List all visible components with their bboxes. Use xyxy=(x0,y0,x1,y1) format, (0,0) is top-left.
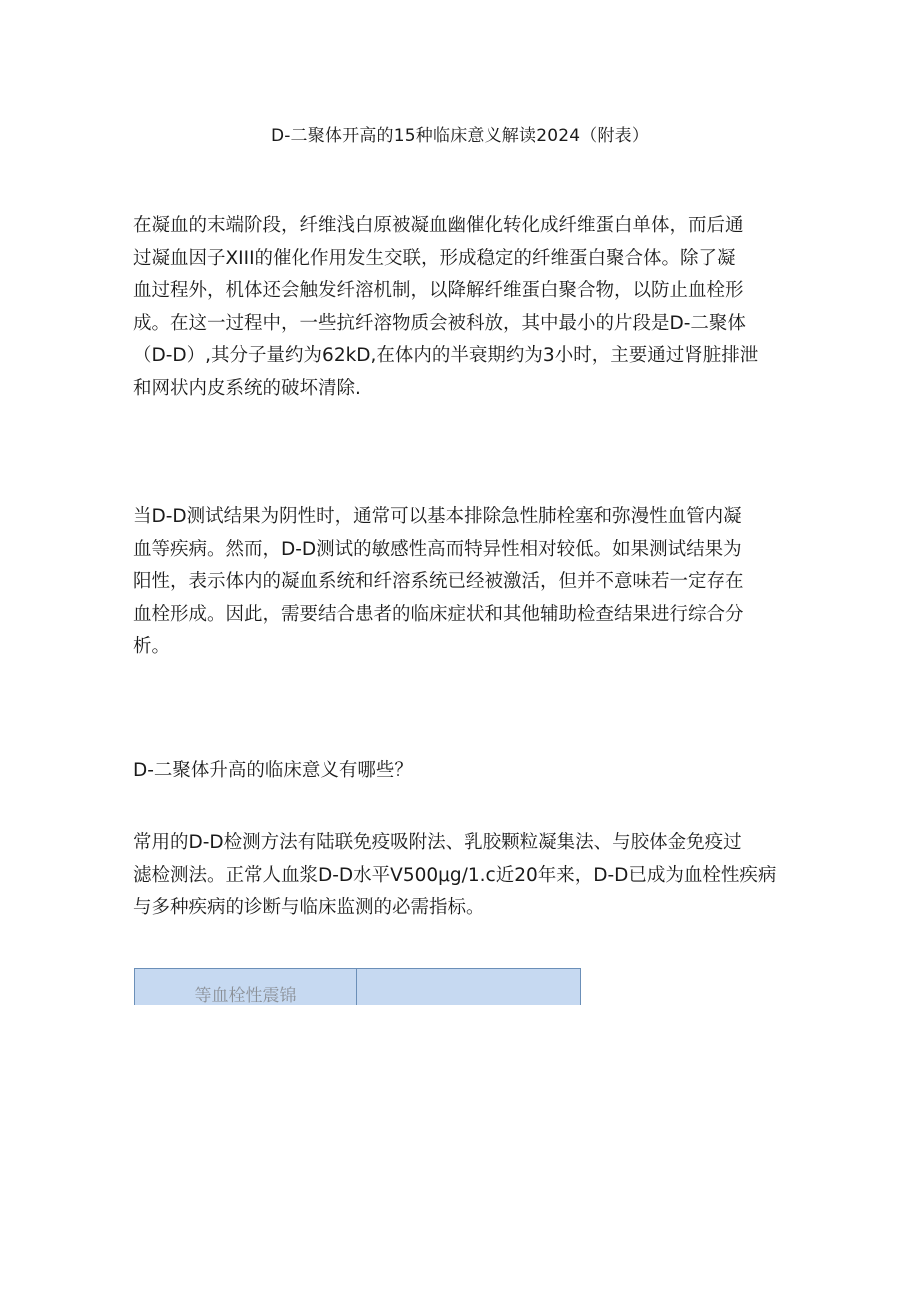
paragraph-line: 成。在这一过程中，一些抗纤溶物质会被科放，其中最小的片段是D-二聚体 xyxy=(133,312,746,334)
paragraph-test-results xyxy=(133,501,793,664)
paragraph-line: 阳性，表示体内的凝血系统和纤溶系统已经被激活，但并不意味若一定存在 xyxy=(133,571,744,592)
paragraph-line: 血等疾病。然而，D-D测试的敏感性高而特异性相对较低。如果测试结果为 xyxy=(133,538,742,560)
document-title: D-二聚体开高的15种临床意义解读2024（附表） xyxy=(270,126,650,146)
table-header-cell xyxy=(357,969,580,1005)
table-header-cell: 等血栓性震锦 xyxy=(135,969,357,1005)
clinical-table-header xyxy=(134,968,581,1005)
paragraph-line: 血栓形成。因此，需要结合患者的临床症状和其他辅助检查结果进行综合分 xyxy=(133,603,744,625)
paragraph-line: 与多种疾病的诊断与临床监测的必需指标。 xyxy=(133,897,485,918)
paragraph-line: 过凝血因子XIII的催化作用发生交联，形成稳定的纤维蛋白聚合体。除了凝 xyxy=(133,247,736,269)
paragraph-methods xyxy=(133,827,793,925)
paragraph-line: （D-D）,其分子量约为62kD,在体内的半衰期约为3小时，主要通过肾脏排泄 xyxy=(133,345,759,366)
paragraph-line: 常用的D-D检测方法有陆联免疫吸附法、乳胶颗粒凝集法、与胶体金免疫过 xyxy=(133,832,742,853)
paragraph-intro xyxy=(133,210,793,405)
paragraph-line: 和网状内皮系统的破坏清除. xyxy=(133,377,361,399)
paragraph-line: 滤检测法。正常人血浆D-D水平V500μg∕1.c近20年来，D-D已成为血栓性疾病 xyxy=(133,864,777,886)
paragraph-line: 当D-D测试结果为阴性时，通常可以基本排除急性肺栓塞和弥漫性血管内凝 xyxy=(133,506,742,527)
paragraph-line: 析。 xyxy=(133,636,171,657)
section-heading: D-二聚体升高的临床意义有哪些？ xyxy=(133,760,413,781)
paragraph-line: 血过程外，机体还会触发纤溶机制，以降解纤维蛋白聚合物，以防止血栓形 xyxy=(133,280,744,301)
paragraph-line: 在凝血的末端阶段，纤维浅白原被凝血幽催化转化成纤维蛋白单体，而后通 xyxy=(133,215,744,236)
